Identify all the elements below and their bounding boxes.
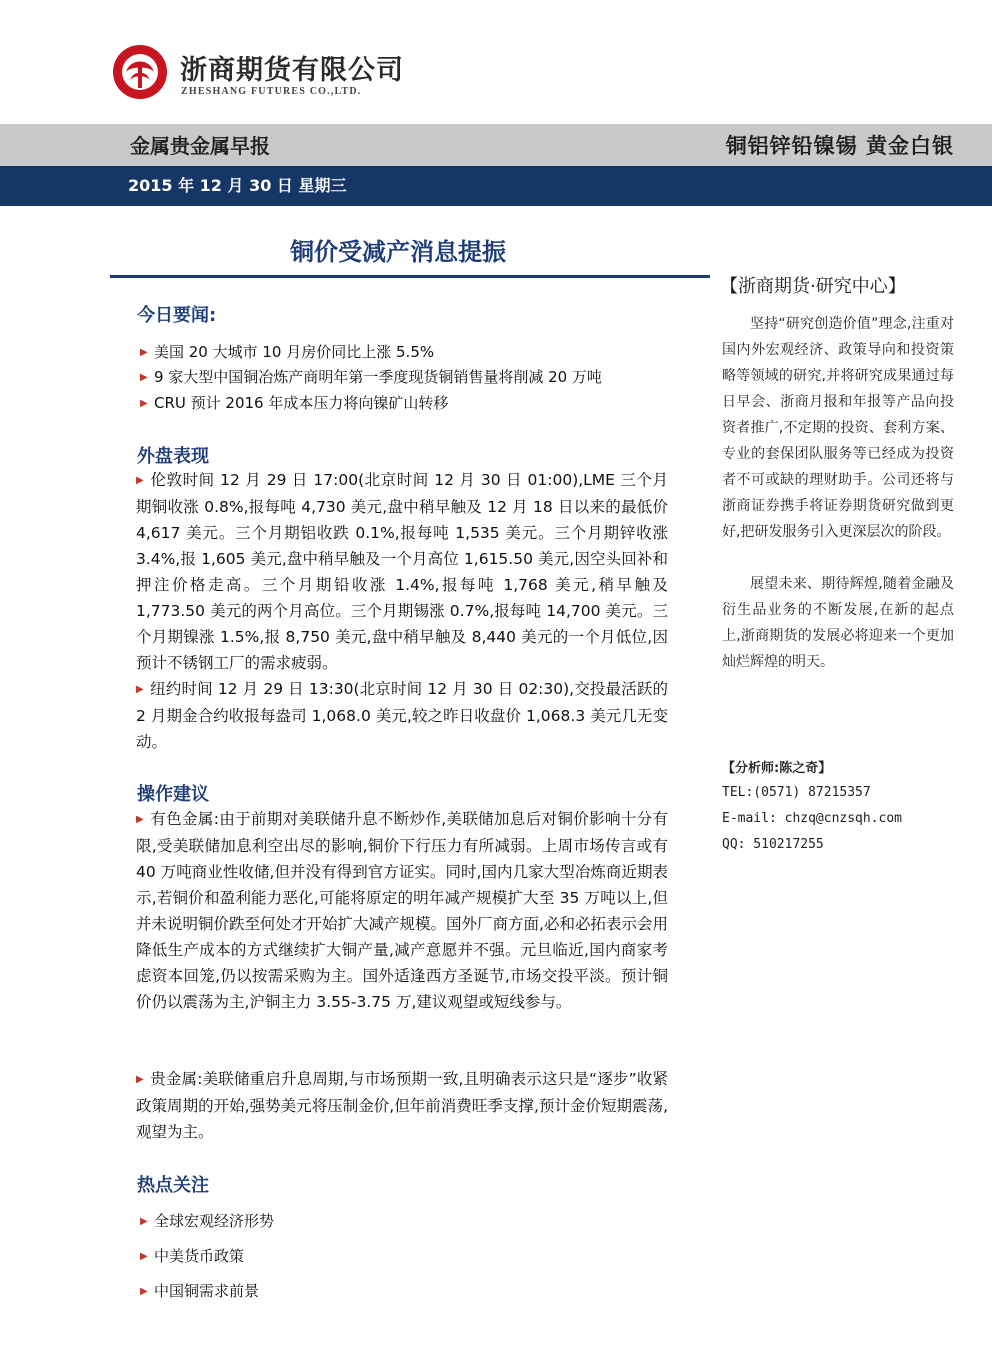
overseas-paragraph-lme: ▶ 伦敦时间 12 月 29 日 17:00(北京时间 12 月 30 日 01:00),LME 三个月期铜收涨 0.8%,报每吨 4,730 美元,盘中稍早触及 12 月 18 日以来的最低价 4,617 美元。三个月期铝收跌 0.1%,报每吨 1,535 美元。三个月期锌收涨 3.4%,报 1,605 美元,盘中稍早触及一个月高位 1,615.50 美元,因空头回补和押注价格走高。三个月期铅收涨 1.4%,报每吨 1,768 美元,稍早触及 1,773.50 美元的两个月高位。三个月期锡涨 0.7%,报每吨 14,700 美元。三个月期镍涨 1.5%,报 8,750 美元,盘中稍早触及 8,440 美元的一个月低位,因预计不锈钢工厂的需求疲弱。 [136, 467, 668, 676]
sidebar-outlook-paragraph: 展望未来、期待辉煌,随着金融及衍生品业务的不断发展,在新的起点上,浙商期货的发展必将迎来一个更加灿烂辉煌的明天。 [722, 576, 954, 670]
company-name-cn: 浙商期货有限公司 [180, 55, 404, 86]
arrow-icon: ▶ [140, 1286, 148, 1297]
headline: 铜价受减产消息提振 [290, 238, 506, 266]
arrow-icon: ▶ [136, 814, 144, 825]
analyst-tel: TEL:(0571) 87215357 [722, 785, 871, 800]
arrow-icon: ▶ [140, 372, 148, 383]
hot-topic-item: ▶ 中国铜需求前景 [140, 1282, 260, 1300]
analyst-name: 【分析师:陈之奇】 [722, 761, 832, 776]
section-title-today-news: 今日要闻: [137, 305, 217, 326]
arrow-icon: ▶ [136, 1074, 144, 1085]
section-title-hot-topics: 热点关注 [137, 1175, 209, 1196]
arrow-icon: ▶ [140, 347, 148, 358]
news-item: ▶ 美国 20 大城市 10 月房价同比上涨 5.5% [140, 343, 435, 361]
report-type: 金属贵金属早报 [130, 134, 270, 158]
hot-topic-item: ▶ 中美货币政策 [140, 1247, 245, 1265]
arrow-icon: ▶ [136, 475, 144, 486]
headline-rule [110, 275, 710, 278]
analyst-email[interactable]: E-mail: chzq@cnzsqh.com [722, 811, 903, 826]
hot-topic-item: ▶ 全球宏观经济形势 [140, 1212, 275, 1230]
arrow-icon: ▶ [140, 1216, 148, 1227]
arrow-icon: ▶ [140, 398, 148, 409]
section-title-advice: 操作建议 [137, 784, 209, 805]
advice-paragraph-precious-metals: ▶ 贵金属:美联储重启升息周期,与市场预期一致,且明确表示这只是“逐步”收紧政策周期的开始,强势美元将压制金价,但年前消费旺季支撑,预计金价短期震荡,观望为主。 [136, 1066, 668, 1145]
arrow-icon: ▶ [136, 684, 144, 695]
sidebar-intro-paragraph: 坚持“研究创造价值”理念,注重对国内外宏观经济、政策导向和投资策略等领域的研究,并将研究成果通过每日早会、浙商月报和年报等产品向投资者推广,不定期的投资、套利方案、专业的套保团队服务等已经成为投资者不可或缺的理财助手。公司还将与浙商证券携手将证券期货研究做到更好,把研发服务引入更深层次的阶段。 [722, 316, 954, 540]
report-date: 2015 年 12 月 30 日 星期三 [128, 176, 347, 195]
section-title-overseas: 外盘表现 [137, 446, 209, 467]
sidebar-title: 【浙商期货·研究中心】 [720, 276, 906, 297]
advice-paragraph-base-metals: ▶ 有色金属:由于前期对美联储升息不断炒作,美联储加息后对铜价影响十分有限,受美联储加息利空出尽的影响,铜价下行压力有所减弱。上周市场传言或有 40 万吨商业性收储,但并没有得到官方证实。同时,国内几家大型冶炼商近期表示,若铜价和盈利能力恶化,可能将原定的明年减产规模扩大至 35 万吨以上,但并未说明铜价跌至何处才开始扩大减产规模。国外厂商方面,必和必拓表示会用降低生产成本的方式继续扩大铜产量,减产意愿并不强。元旦临近,国内商家考虑资本回笼,仍以按需采购为主。国外适逢西方圣诞节,市场交投平淡。预计铜价仍以震荡为主,沪铜主力 3.55-3.75 万,建议观望或短线参与。 [136, 806, 668, 1015]
arrow-icon: ▶ [140, 1251, 148, 1262]
news-item: ▶ 9 家大型中国铜冶炼产商明年第一季度现货铜销售量将削减 20 万吨 [140, 368, 602, 386]
analyst-qq: QQ: 510217255 [722, 837, 824, 852]
news-item: ▶ CRU 预计 2016 年成本压力将向镍矿山转移 [140, 394, 449, 412]
metals-covered: 铜铝锌铅镍锡 黄金白银 [725, 134, 954, 158]
company-logo [112, 44, 168, 100]
company-name-en: ZHESHANG FUTURES CO.,LTD. [181, 86, 362, 97]
overseas-paragraph-comex: ▶ 纽约时间 12 月 29 日 13:30(北京时间 12 月 30 日 02:30),交投最活跃的 2 月期金合约收报每盎司 1,068.0 美元,较之昨日收盘价 1,068.3 美元几无变动。 [136, 676, 668, 755]
